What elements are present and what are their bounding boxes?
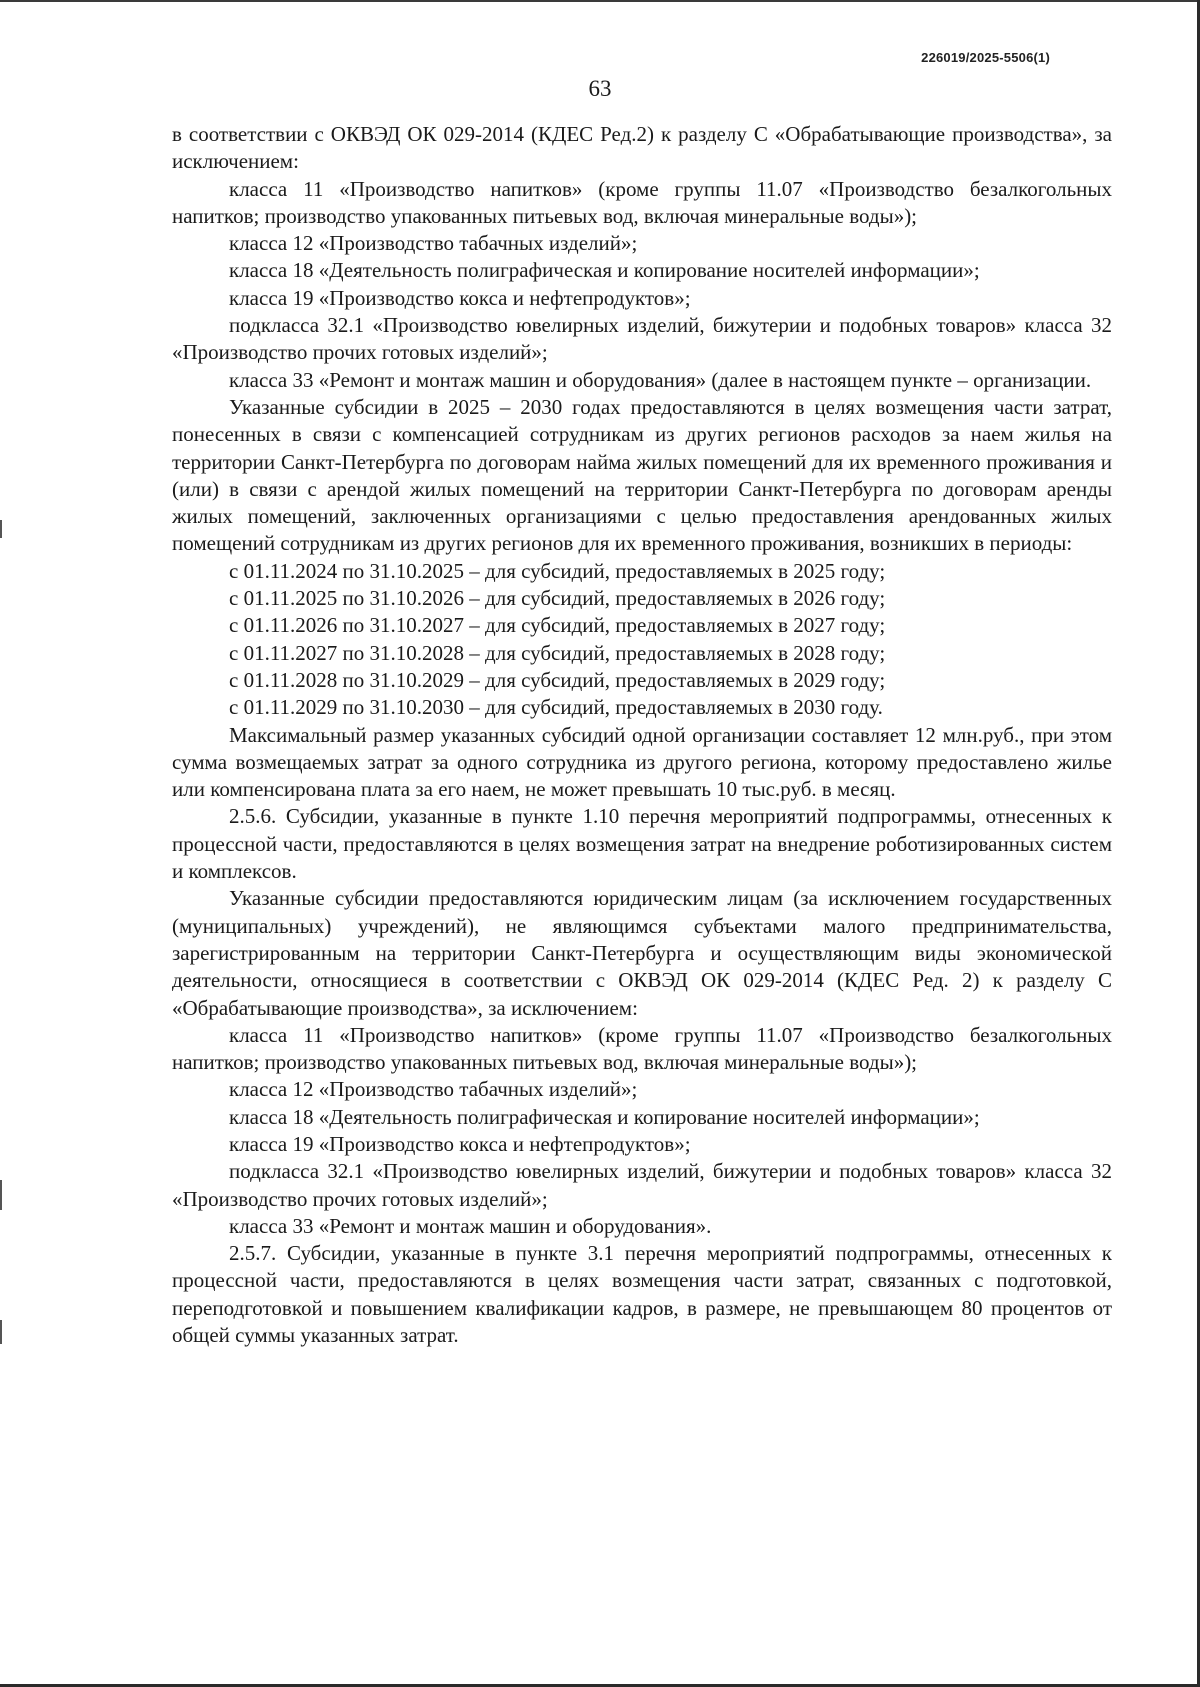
scan-mark — [0, 520, 2, 538]
paragraph: 2.5.6. Субсидии, указанные в пункте 1.10 перечня мероприятий подпрограммы, отнесенных к процессной части, предоставляются в целях возмещения затрат на внедрение роботизированных систем и комплексов. — [172, 804, 1112, 884]
paragraph: класса 11 «Производство напитков» (кроме группы 11.07 «Производство безалкогольных напитков; производство упакованных питьевых вод, включая минеральные воды»); — [172, 176, 1112, 228]
paragraph: в соответствии с ОКВЭД ОК 029-2014 (КДЕС Ред.2) к разделу C «Обрабатывающие производства», за исключением: — [172, 122, 1112, 174]
paragraph: класса 11 «Производство напитков» (кроме группы 11.07 «Производство безалкогольных напитков; производство упакованных питьевых вод, включая минеральные воды»); — [172, 1022, 1112, 1075]
paragraph: класса 18 «Деятельность полиграфическая и копирование носителей информации»; — [229, 258, 980, 283]
paragraph: 2.5.7. Субсидии, указанные в пункте 3.1 перечня мероприятий подпрограммы, отнесенных к процессной части, предоставляются в целях возмещения части затрат, связанных с подготовкой, переподготовкой и повышением квалификации кадров, в размере, не превышающем 80 процентов от общей суммы указанных затрат. — [172, 1241, 1112, 1348]
paragraph: Максимальный размер указанных субсидий одной организации составляет 12 млн.руб., при этом сумма возмещаемых затрат за одного сотрудника из другого региона, которому предоставлено жилье или компенсирована плата за его наем, не может превышать 10 тыс.руб. в месяц. — [172, 722, 1112, 802]
paragraph: подкласса 32.1 «Производство ювелирных изделий, бижутерии и подобных товаров» класса 32 «Производство прочих готовых изделий»; — [172, 1159, 1112, 1211]
scan-border-top — [0, 0, 1200, 2]
page-number: 63 — [588, 76, 612, 101]
paragraph: подкласса 32.1 «Производство ювелирных изделий, бижутерии и подобных товаров» класса 32 «Производство прочих готовых изделий»; — [172, 313, 1112, 365]
paragraph: Указанные субсидии в 2025 – 2030 годах предоставляются в целях возмещения части затрат, понесенных в связи с компенсацией сотрудникам из других регионов расходов за наем жилья на территории Санкт-Петербурга по договорам найма жилых помещений для их временного проживания и (или) в связи с арендой жилых помещений на территории Санкт-Петербурга по договорам аренды жилых помещений, заключенных организациями с целью предоставления арендованных жилых помещений сотрудникам из других регионов для их временного проживания, возникших в периоды: — [172, 394, 1112, 556]
paragraph: класса 12 «Производство табачных изделий»; — [229, 1077, 638, 1102]
paragraph: с 01.11.2026 по 31.10.2027 – для субсидий, предоставляемых в 2027 году; — [229, 613, 886, 638]
paragraph: с 01.11.2027 по 31.10.2028 – для субсидий, предоставляемых в 2028 году; — [229, 640, 886, 665]
paragraph: класса 33 «Ремонт и монтаж машин и оборудования». — [229, 1213, 712, 1238]
scan-mark — [0, 1180, 2, 1210]
paragraph: класса 18 «Деятельность полиграфическая и копирование носителей информации»; — [229, 1104, 980, 1129]
paragraph: с 01.11.2025 по 31.10.2026 – для субсидий, предоставляемых в 2026 году; — [229, 586, 886, 611]
scan-mark — [0, 1320, 2, 1344]
paragraph: класса 19 «Производство кокса и нефтепродуктов»; — [229, 1131, 691, 1156]
paragraph: с 01.11.2024 по 31.10.2025 – для субсидий, предоставляемых в 2025 году; — [229, 558, 886, 583]
paragraph: класса 33 «Ремонт и монтаж машин и оборудования» (далее в настоящем пункте – организации. — [229, 367, 1092, 392]
paragraph: класса 19 «Производство кокса и нефтепродуктов»; — [229, 285, 691, 310]
document-id: 226019/2025-5506(1) — [921, 50, 1050, 65]
paragraph: с 01.11.2028 по 31.10.2029 – для субсидий, предоставляемых в 2029 году; — [229, 667, 886, 692]
document-body — [172, 121, 1112, 1349]
paragraph: с 01.11.2029 по 31.10.2030 – для субсидий, предоставляемых в 2030 году. — [229, 695, 883, 720]
paragraph: Указанные субсидии предоставляются юридическим лицам (за исключением государственных (муниципальных) учреждений), не являющимся субъектами малого предпринимательства, зарегистрированным на территории Санкт-Петербурга и осуществляющим виды экономической деятельности, относящиеся в соответствии с ОКВЭД ОК 029-2014 (КДЕС Ред. 2) к разделу C «Обрабатывающие производства», за исключением: — [172, 886, 1112, 1020]
paragraph: класса 12 «Производство табачных изделий»; — [229, 231, 638, 256]
